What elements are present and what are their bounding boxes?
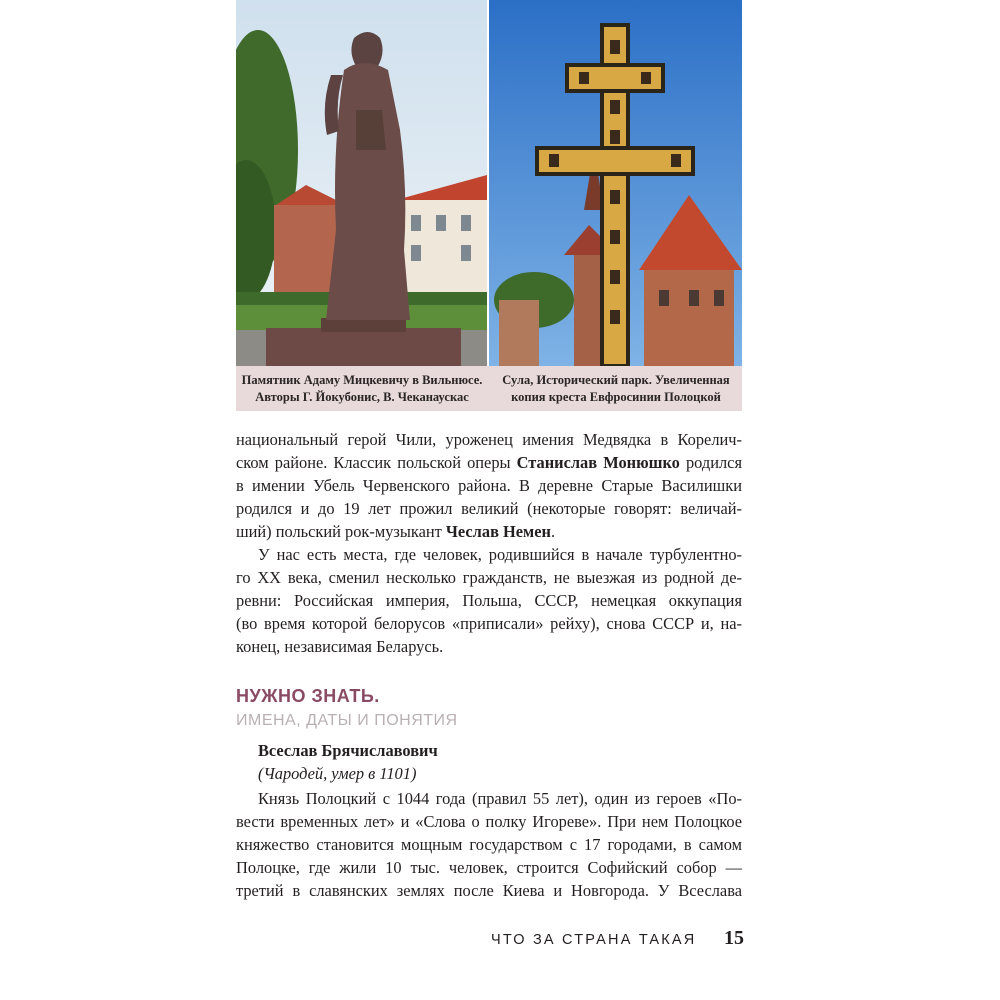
body-text [236, 428, 742, 658]
text-line: княжество становится мощным государством с 17 городами, в самом [236, 835, 742, 854]
text-span: национальный герой Чили, уроженец имения Медвядка в Корелич- [236, 430, 742, 449]
page-number: 15 [724, 927, 744, 949]
entry-name: Всеслав Брячиславович [258, 741, 438, 760]
text-line: третий в славянских землях после Киева и Новгорода. У Всеслава [236, 881, 742, 900]
text-line [236, 474, 742, 497]
text-span: (во время которой белорусов «приписали» рейху), снова СССР и, на- [236, 614, 742, 633]
text-line [236, 451, 742, 474]
text-line [236, 566, 742, 589]
text-line [236, 612, 742, 635]
caption-right [492, 372, 740, 406]
text-line: Князь Полоцкий с 1044 года (правил 55 лет), один из героев «По- [258, 789, 742, 808]
person-name: Чеслав Немен [445, 522, 551, 541]
caption-right-line: копия креста Евфросинии Полоцкой [511, 390, 721, 404]
text-line [236, 543, 742, 566]
text-line: вести временных лет» и «Слова о полку Игореве». При нем Полоцкое [236, 812, 742, 831]
sula-cross-photo [489, 0, 742, 366]
text-span: ший) польский рок-музыкант [236, 522, 446, 541]
text-span: ревни: Российская империя, Польша, СССР, немецкая оккупация [236, 591, 742, 610]
text-line [236, 635, 742, 658]
entry-text [236, 787, 742, 902]
text-span: У нас есть места, где человек, родившийся в начале турбулентно- [258, 545, 742, 564]
text-span: ском районе. Классик польской оперы [236, 453, 517, 472]
text-span: конец, независимая Беларусь. [236, 637, 444, 656]
mickiewicz-monument-photo [236, 0, 487, 366]
entry-subtitle: (Чародей, умер в 1101) [258, 764, 417, 783]
person-name: Станислав Монюшко [516, 453, 680, 472]
caption-left-line: Памятник Адаму Мицкевичу в Вильнюсе. [241, 373, 483, 387]
text-span: . [550, 522, 556, 541]
text-span: родился и до 19 лет прожил великий (некоторые говорят: величай- [236, 499, 742, 518]
text-line [236, 497, 742, 520]
caption-left-line: Авторы Г. Йокубонис, В. Чеканаускас [255, 390, 469, 404]
section-subtitle: ИМЕНА, ДАТЫ И ПОНЯТИЯ [236, 712, 458, 729]
text-span: го XX века, сменил несколько гражданств, не выезжая из родной де- [236, 568, 742, 587]
section-title: НУЖНО ЗНАТЬ. [236, 686, 380, 706]
text-line [236, 520, 742, 543]
running-footer-title: ЧТО ЗА СТРАНА ТАКАЯ [491, 932, 697, 948]
caption-right-line: Сула, Исторический парк. Увеличенная [502, 373, 730, 387]
text-line: Полоцке, где жили 10 тыс. человек, строится Софийский собор — [236, 858, 742, 877]
text-span: в имении Убель Червенского района. В деревне Старые Василишки [236, 476, 742, 495]
text-span: родился [679, 453, 742, 472]
caption-left [238, 372, 486, 406]
photo-strip [236, 0, 742, 366]
photo-captions [236, 366, 742, 411]
text-line [236, 589, 742, 612]
text-line [236, 428, 742, 451]
